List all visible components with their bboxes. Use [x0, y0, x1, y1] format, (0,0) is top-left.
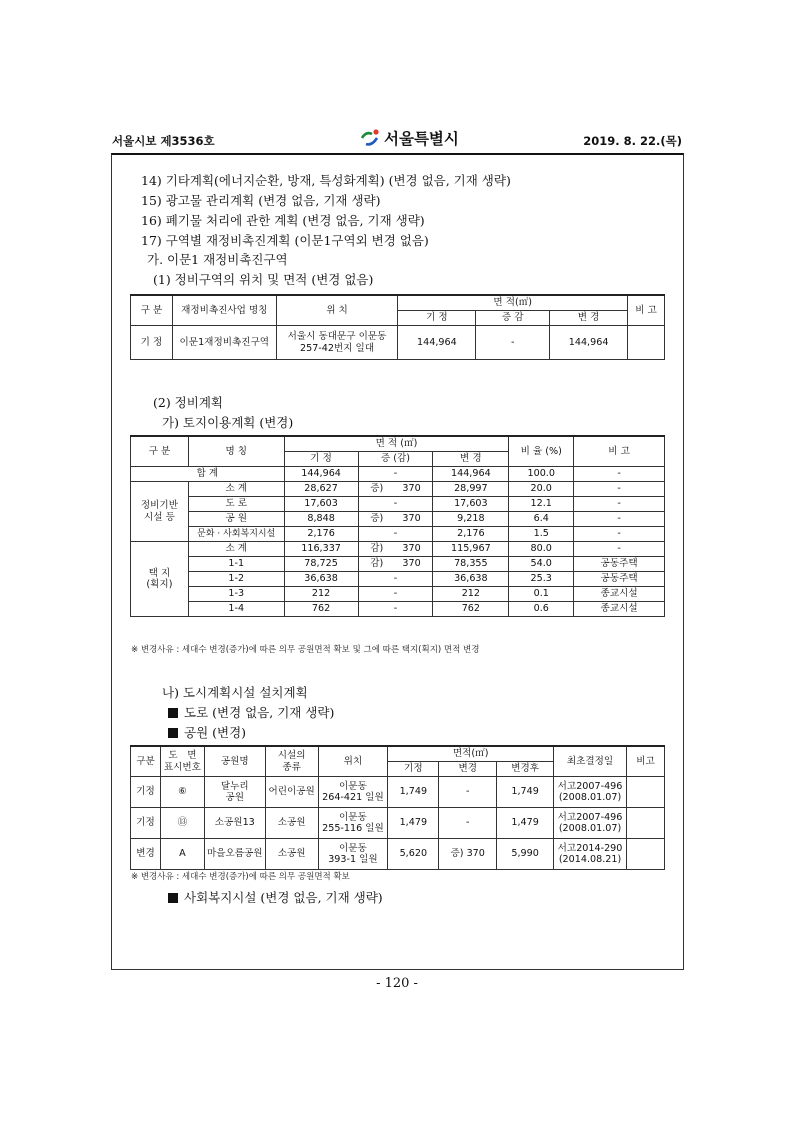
row-after: 115,967 — [433, 542, 509, 557]
park-type: 어린이공원 — [265, 777, 318, 808]
row-change: - — [358, 497, 433, 512]
row-note: 종교시설 — [574, 602, 665, 617]
row-after: 2,176 — [433, 527, 509, 542]
park-existing: 5,620 — [388, 839, 439, 870]
welfare-line: 사회복지시설 (변경 없음, 기재 생략) — [168, 888, 383, 906]
land-use-note: ※ 변경사유 : 세대수 변경(증가)에 따른 의무 공원면적 확보 및 그에 따른 택지(획지) 면적 변경 — [131, 645, 480, 655]
th-area: 면 적(㎡) — [398, 295, 628, 311]
park-name: 달누리 공원 — [204, 777, 265, 808]
row-after: 762 — [433, 602, 509, 617]
row-after: 212 — [433, 587, 509, 602]
park-name: 소공원13 — [204, 808, 265, 839]
th-gubun: 구분 — [131, 746, 161, 777]
park-location: 이문동 393-1 일원 — [318, 839, 388, 870]
park-note — [627, 777, 665, 808]
row-name: 공 원 — [188, 512, 284, 527]
row-name: 문화 · 사회복지시설 — [188, 527, 284, 542]
square-bullet-icon — [168, 728, 178, 738]
row-change: - — [358, 602, 433, 617]
row-note: - — [574, 497, 665, 512]
square-bullet-icon — [168, 708, 178, 718]
row-ratio: 25.3 — [509, 572, 574, 587]
th-note: 비 고 — [574, 436, 665, 467]
park-mark: ⑥ — [160, 777, 204, 808]
row-ratio: 0.1 — [509, 587, 574, 602]
park-after: 1,749 — [497, 777, 554, 808]
th-location: 위치 — [318, 746, 388, 777]
row-name: 도 로 — [188, 497, 284, 512]
th-after: 변 경 — [550, 311, 628, 326]
row-name: 소 계 — [188, 482, 284, 497]
row-existing: 116,337 — [284, 542, 358, 557]
park-note-text: ※ 변경사유 : 세대수 변경(증가)에 따른 의무 공원면적 확보 — [131, 872, 350, 882]
land-use-title: 가) 토지이용계획 (변경) — [162, 415, 294, 430]
th-area: 면 적 (㎡) — [284, 436, 509, 452]
cell-project-name: 이문1재정비촉진구역 — [172, 326, 276, 360]
item-17: 17) 구역별 재정비촉진계획 (이문1구역외 변경 없음) — [141, 233, 429, 248]
row-note: 공동주택 — [574, 557, 665, 572]
row-change: 감) 370 — [358, 542, 433, 557]
park-change: 증) 370 — [439, 839, 497, 870]
group-infra-label: 정비기반 시설 등 — [131, 482, 189, 542]
park-change: - — [439, 808, 497, 839]
item-16: 16) 폐기물 처리에 관한 계획 (변경 없음, 기재 생략) — [141, 213, 425, 228]
row-existing: 762 — [284, 602, 358, 617]
row-change: - — [358, 587, 433, 602]
row-name: 1-3 — [188, 587, 284, 602]
park-mark: ⑬ — [160, 808, 204, 839]
row-note: - — [574, 527, 665, 542]
th-park-name: 공원명 — [204, 746, 265, 777]
th-gubun: 구 분 — [131, 295, 173, 326]
row-after: 78,355 — [433, 557, 509, 572]
th-existing: 기 정 — [398, 311, 476, 326]
th-facility-type: 시설의 종류 — [265, 746, 318, 777]
seoul-emblem-icon — [359, 128, 381, 148]
facility-plan-title: 나) 도시계획시설 설치계획 — [162, 685, 308, 700]
row-note: 종교시설 — [574, 587, 665, 602]
row-ratio: 0.6 — [509, 602, 574, 617]
bulletin-issue: 서울시보 제3536호 — [112, 134, 215, 148]
row-existing: 28,627 — [284, 482, 358, 497]
park-existing: 1,749 — [388, 777, 439, 808]
park-location: 이문동 264-421 일원 — [318, 777, 388, 808]
row-after: 9,218 — [433, 512, 509, 527]
th-after: 변경후 — [497, 762, 554, 777]
th-after: 변 경 — [433, 452, 509, 467]
row-name: 1-1 — [188, 557, 284, 572]
row-ratio: 12.1 — [509, 497, 574, 512]
park-after: 1,479 — [497, 808, 554, 839]
total-change: - — [358, 467, 433, 482]
park-gubun: 기정 — [131, 777, 161, 808]
th-note: 비고 — [627, 746, 665, 777]
cell-location: 서울시 동대문구 이문동 257-42번지 일대 — [276, 326, 398, 360]
row-after: 17,603 — [433, 497, 509, 512]
park-location: 이문동 255-116 일원 — [318, 808, 388, 839]
row-existing: 36,638 — [284, 572, 358, 587]
zone-area-table — [130, 294, 665, 360]
row-ratio: 54.0 — [509, 557, 574, 572]
park-gubun: 변경 — [131, 839, 161, 870]
park-table — [130, 745, 665, 870]
total-after: 144,964 — [433, 467, 509, 482]
park-note — [627, 808, 665, 839]
cell-note — [628, 326, 665, 360]
park-existing: 1,479 — [388, 808, 439, 839]
publish-date: 2019. 8. 22.(목) — [583, 134, 682, 148]
row-name: 1-2 — [188, 572, 284, 587]
row-after: 36,638 — [433, 572, 509, 587]
row-note: - — [574, 542, 665, 557]
road-line: 도로 (변경 없음, 기재 생략) — [168, 703, 334, 721]
row-ratio: 1.5 — [509, 527, 574, 542]
cell-change: - — [476, 326, 550, 360]
th-change: 증 감 — [476, 311, 550, 326]
th-decision-date: 최초결정일 — [554, 746, 627, 777]
th-map-mark: 도 면 표시번호 — [160, 746, 204, 777]
th-existing: 기 정 — [284, 452, 358, 467]
page-header — [112, 127, 682, 151]
total-ratio: 100.0 — [509, 467, 574, 482]
park-decision: 서고2007-496 (2008.01.07) — [554, 808, 627, 839]
total-note: - — [574, 467, 665, 482]
row-ratio: 20.0 — [509, 482, 574, 497]
row-existing: 8,848 — [284, 512, 358, 527]
row-name: 1-4 — [188, 602, 284, 617]
row-change: 증) 370 — [358, 482, 433, 497]
row-after: 28,997 — [433, 482, 509, 497]
cell-existing: 144,964 — [398, 326, 476, 360]
section-ga: 가. 이문1 재정비촉진구역 — [147, 252, 288, 267]
page-number: - 120 - — [376, 976, 418, 991]
park-line: 공원 (변경) — [168, 723, 246, 741]
th-change: 증 (감) — [358, 452, 433, 467]
row-change: 감) 370 — [358, 557, 433, 572]
th-project-name: 재정비촉진사업 명칭 — [172, 295, 276, 326]
park-type: 소공원 — [265, 839, 318, 870]
square-bullet-icon — [168, 893, 178, 903]
row-existing: 212 — [284, 587, 358, 602]
row-total-label: 합 계 — [131, 467, 285, 482]
item-14: 14) 기타계획(에너지순환, 방재, 특성화계획) (변경 없음, 기재 생략) — [141, 173, 511, 188]
row-change: 증) 370 — [358, 512, 433, 527]
th-name: 명 칭 — [188, 436, 284, 467]
th-ratio: 비 율 (%) — [509, 436, 574, 467]
section-2-title: (2) 정비계획 — [153, 395, 223, 410]
row-change: - — [358, 527, 433, 542]
row-note: 공동주택 — [574, 572, 665, 587]
th-change: 변경 — [439, 762, 497, 777]
park-note — [627, 839, 665, 870]
row-name: 소 계 — [188, 542, 284, 557]
park-mark: A — [160, 839, 204, 870]
th-gubun: 구 분 — [131, 436, 189, 467]
row-change: - — [358, 572, 433, 587]
cell-after: 144,964 — [550, 326, 628, 360]
group-lot-label: 택 지 (획지) — [131, 542, 189, 617]
seoul-logo — [359, 127, 459, 149]
row-note: - — [574, 512, 665, 527]
park-type: 소공원 — [265, 808, 318, 839]
th-location: 위 치 — [276, 295, 398, 326]
row-existing: 17,603 — [284, 497, 358, 512]
row-ratio: 6.4 — [509, 512, 574, 527]
row-existing: 2,176 — [284, 527, 358, 542]
park-decision: 서고2007-496 (2008.01.07) — [554, 777, 627, 808]
cell-gubun: 기 정 — [131, 326, 173, 360]
park-change: - — [439, 777, 497, 808]
total-existing: 144,964 — [284, 467, 358, 482]
park-name: 마을오름공원 — [204, 839, 265, 870]
row-existing: 78,725 — [284, 557, 358, 572]
th-note: 비 고 — [628, 295, 665, 326]
land-use-table — [130, 435, 665, 617]
row-note: - — [574, 482, 665, 497]
park-gubun: 기정 — [131, 808, 161, 839]
park-after: 5,990 — [497, 839, 554, 870]
th-area: 면적(㎡) — [388, 746, 554, 762]
row-ratio: 80.0 — [509, 542, 574, 557]
park-decision: 서고2014-290 (2014.08.21) — [554, 839, 627, 870]
item-15: 15) 광고물 관리계획 (변경 없음, 기재 생략) — [141, 193, 381, 208]
seoul-logo-text: 서울특별시 — [384, 130, 459, 148]
th-existing: 기정 — [388, 762, 439, 777]
section-1-title: (1) 정비구역의 위치 및 면적 (변경 없음) — [153, 272, 374, 287]
